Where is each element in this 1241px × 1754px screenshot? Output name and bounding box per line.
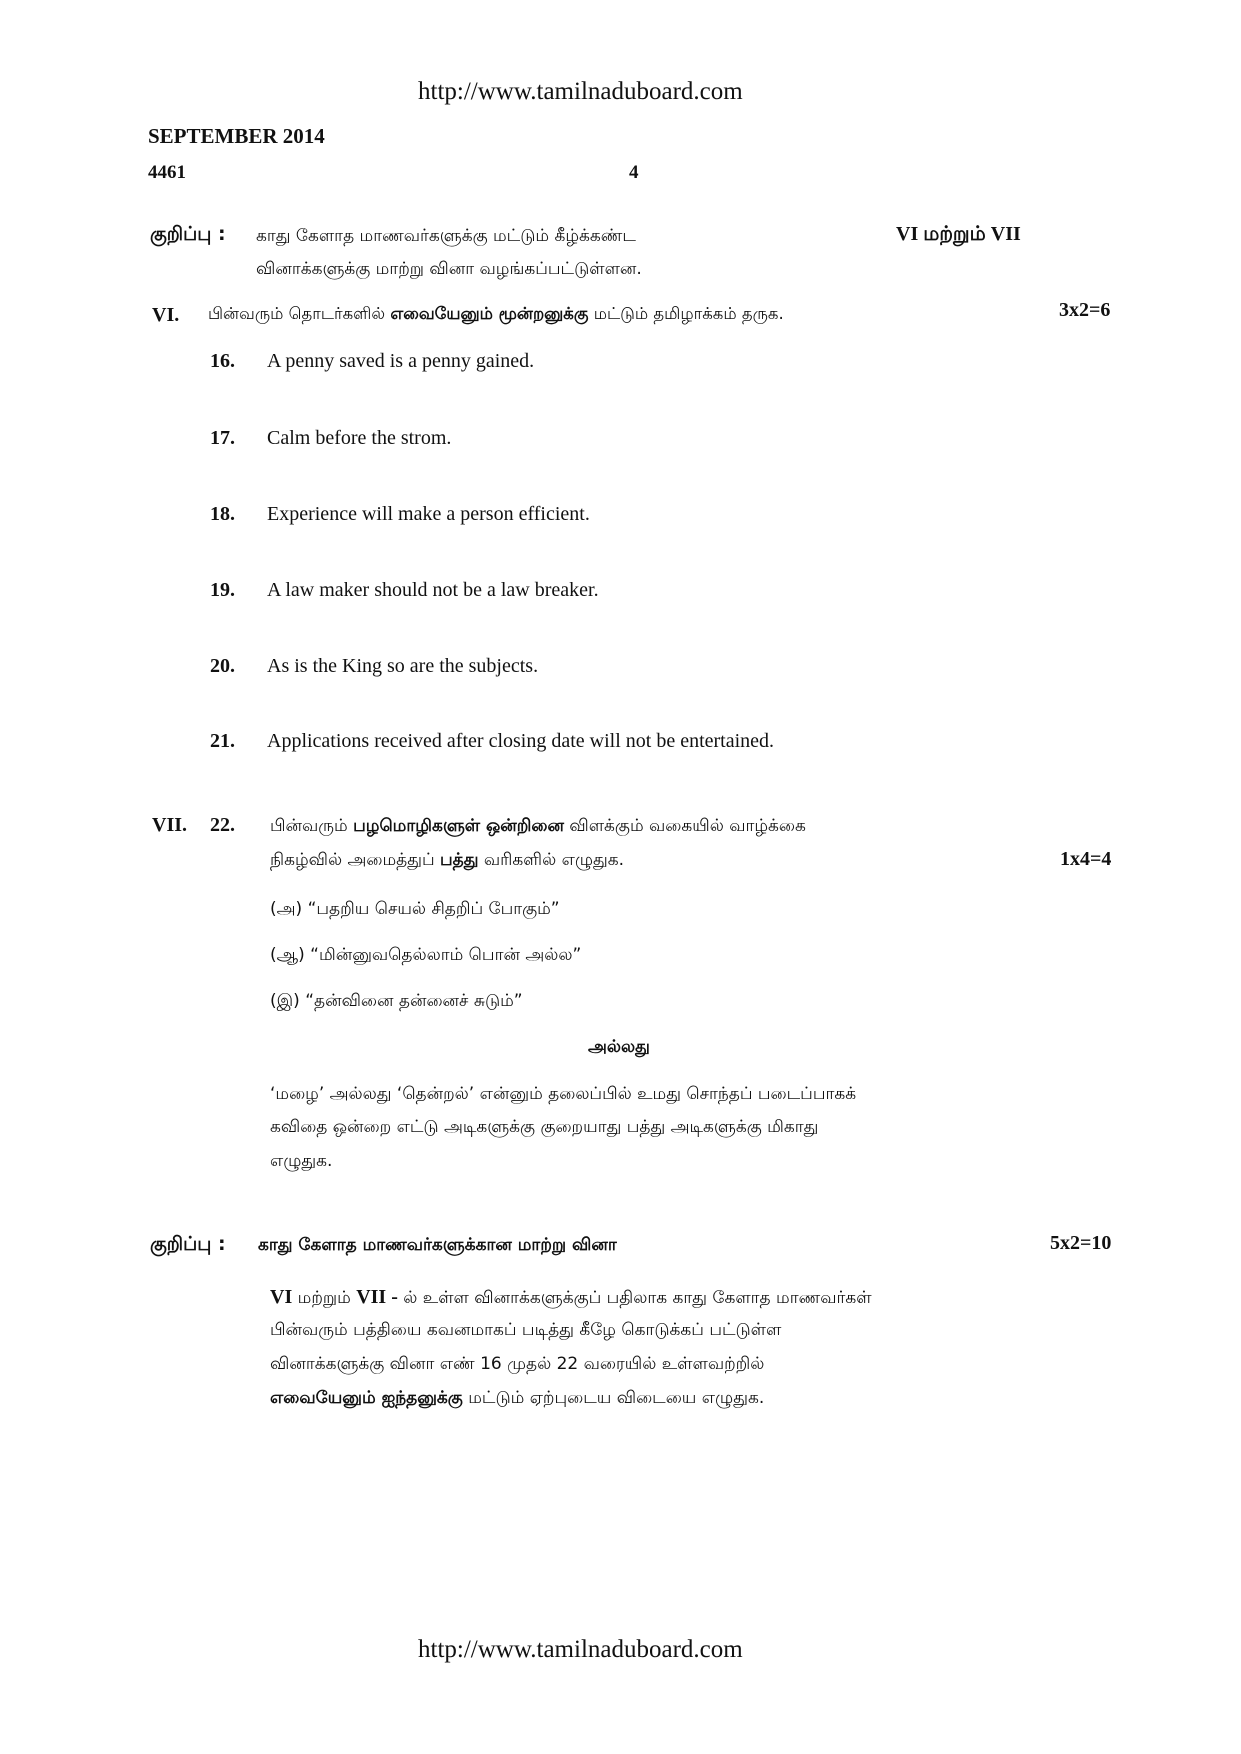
item-20-text: As is the King so are the subjects. xyxy=(267,655,539,677)
note2-line4-a: எவையேனும் ஐந்தனுக்கு xyxy=(270,1388,463,1408)
item-18-text: Experience will make a person efficient. xyxy=(267,503,590,525)
question-22-line1 xyxy=(270,816,806,838)
option-aa-label: (ஆ) xyxy=(270,945,305,965)
note2-label: குறிப்பு : xyxy=(150,1233,226,1255)
option-a-label: (அ) xyxy=(270,899,303,919)
alt-line1: ‘மழை’ அல்லது ‘தென்றல்’ என்னும் தலைப்பில் உமது சொந்தப் படைப்பாகக் xyxy=(270,1084,857,1104)
note2-line1-b: மற்றும் xyxy=(297,1288,351,1308)
note2-marks: 5x2=10 xyxy=(1050,1232,1112,1254)
section7-roman: VII. xyxy=(152,814,188,836)
question-22-line2-a: நிகழ்வில் அமைத்துப் xyxy=(270,850,435,870)
question-22-line2-c: வரிகளில் எழுதுக. xyxy=(483,850,625,870)
question-22-line1-a: பின்வரும் xyxy=(270,816,348,836)
note1-line1: காது கேளாத மாணவர்களுக்கு மட்டும் கீழ்க்கண்ட xyxy=(256,226,636,246)
item-20-number: 20. xyxy=(210,655,235,677)
note2-line1-d: ல் உள்ள வினாக்களுக்குப் பதிலாக காது கேளாத மாணவர்கள் xyxy=(403,1288,872,1308)
section6-marks: 3x2=6 xyxy=(1059,299,1111,321)
note2-line3: வினாக்களுக்கு வினா எண் 16 முதல் 22 வரையில் உள்ளவற்றில் xyxy=(270,1354,765,1374)
page-number: 4 xyxy=(629,162,639,183)
alt-line3: எழுதுக. xyxy=(270,1151,333,1171)
note1-label: குறிப்பு : xyxy=(150,223,226,245)
section6-instr-b: எவையேனும் மூன்றனுக்கு xyxy=(390,304,589,323)
section6-instr-c: மட்டும் தமிழாக்கம் தருக. xyxy=(593,304,784,323)
question-22-number: 22. xyxy=(210,814,235,836)
option-i xyxy=(270,991,523,1013)
item-18-number: 18. xyxy=(210,503,235,525)
note2-line1-c: VII - xyxy=(356,1286,398,1308)
item-17-text: Calm before the strom. xyxy=(267,427,452,449)
item-16-number: 16. xyxy=(210,350,235,372)
note2-line2: பின்வரும் பத்தியை கவனமாகப் படித்து கீழே கொடுக்கப் பட்டுள்ள xyxy=(270,1320,782,1340)
item-16-text: A penny saved is a penny gained. xyxy=(267,350,535,372)
question-22-line1-c: விளக்கும் வகையில் வாழ்க்கை xyxy=(569,816,806,836)
item-17-number: 17. xyxy=(210,427,235,449)
paper-code: 4461 xyxy=(148,162,186,183)
note2-line1-a: VI xyxy=(270,1286,293,1308)
section6-instr-a: பின்வரும் தொடர்களில் xyxy=(208,304,386,323)
option-aa xyxy=(270,945,581,967)
note2-line4-b: மட்டும் ஏற்புடைய விடையை எழுதுக. xyxy=(468,1388,765,1408)
option-i-text: “தன்வினை தன்னைச் சுடும்” xyxy=(305,991,523,1011)
question-22-line2 xyxy=(270,850,624,872)
option-a xyxy=(270,899,560,921)
note1-roman: VI மற்றும் VII xyxy=(896,223,1021,245)
header-url[interactable]: http://www.tamilnaduboard.com xyxy=(418,78,743,105)
item-19-text: A law maker should not be a law breaker. xyxy=(267,579,599,601)
option-i-label: (இ) xyxy=(270,991,300,1011)
section6-roman: VI. xyxy=(152,304,180,326)
option-aa-text: “மின்னுவதெல்லாம் பொன் அல்ல” xyxy=(310,945,582,965)
exam-month: SEPTEMBER 2014 xyxy=(148,124,325,148)
note2-line4 xyxy=(270,1388,764,1410)
or-label: அல்லது xyxy=(588,1037,650,1057)
item-21-number: 21. xyxy=(210,730,235,752)
note1-line2: வினாக்களுக்கு மாற்று வினா வழங்கப்பட்டுள்ளன. xyxy=(256,259,642,279)
question-22-line2-b: பத்து xyxy=(440,850,479,870)
section6-instruction xyxy=(208,304,784,326)
section7-marks: 1x4=4 xyxy=(1060,848,1112,870)
item-19-number: 19. xyxy=(210,579,235,601)
alt-line2: கவிதை ஒன்றை எட்டு அடிகளுக்கு குறையாது பத்து அடிகளுக்கு மிகாது xyxy=(270,1117,819,1137)
footer-url[interactable]: http://www.tamilnaduboard.com xyxy=(418,1636,743,1663)
option-a-text: “பதறிய செயல் சிதறிப் போகும்” xyxy=(307,899,560,919)
item-21-text: Applications received after closing date will not be entertained. xyxy=(267,730,775,752)
note2-line1 xyxy=(270,1286,872,1310)
note2-title: காது கேளாத மாணவர்களுக்கான மாற்று வினா xyxy=(258,1235,617,1255)
question-22-line1-b: பழமொழிகளுள் ஒன்றினை xyxy=(353,816,564,836)
